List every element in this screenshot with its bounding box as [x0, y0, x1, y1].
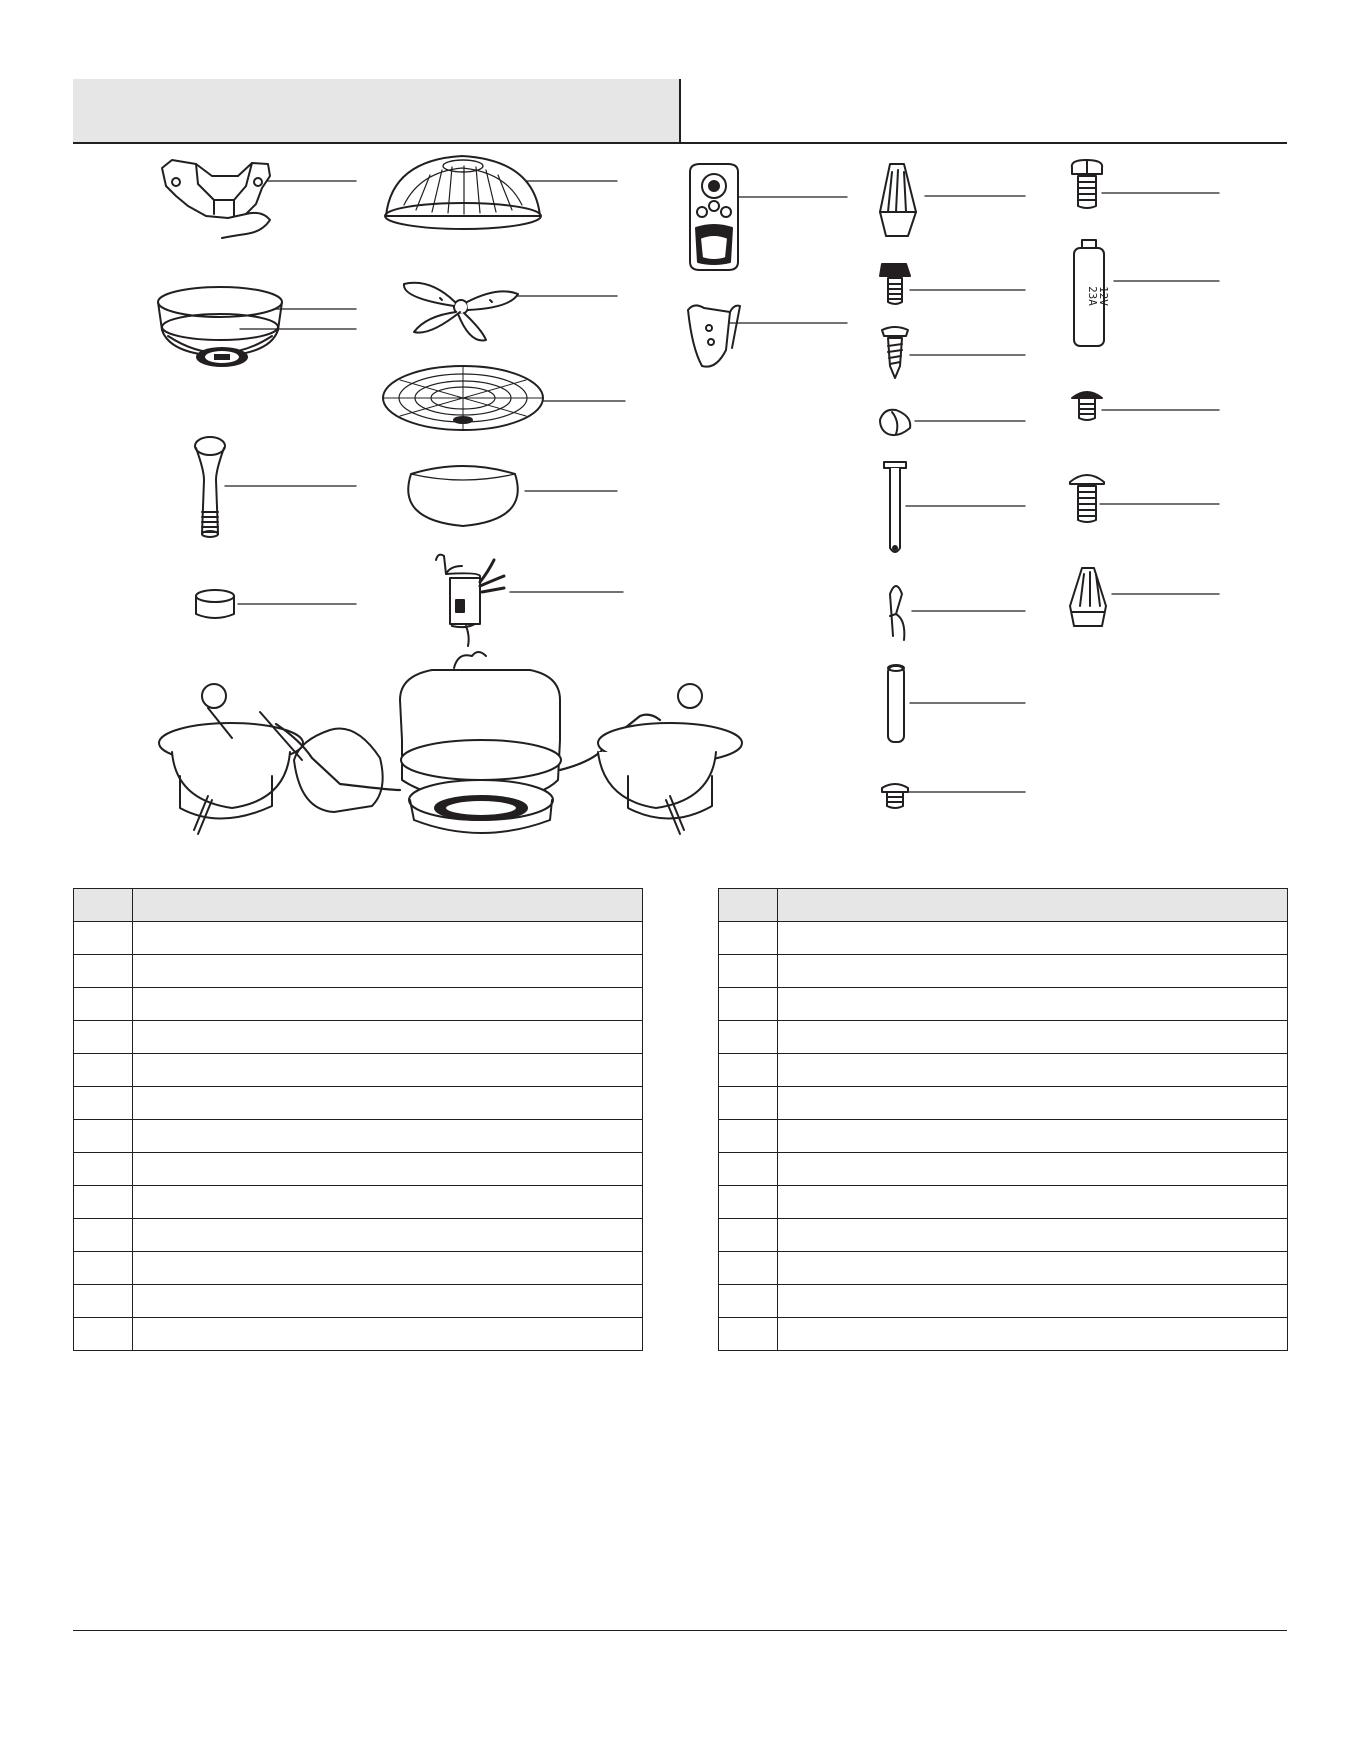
table-row [74, 1120, 643, 1153]
table-row [74, 1054, 643, 1087]
table-row [74, 1318, 643, 1351]
light-kit-illustration [436, 555, 504, 646]
table-row [74, 1186, 643, 1219]
table-row [74, 1087, 643, 1120]
table-row [719, 1219, 1288, 1252]
table-row [719, 1285, 1288, 1318]
table-row [719, 1153, 1288, 1186]
table-row [74, 1252, 643, 1285]
battery-voltage: 12V [1097, 286, 1110, 306]
lower-grille-illustration [383, 366, 543, 430]
table-header-cell [74, 889, 133, 922]
mounting-bracket-illustration [162, 160, 270, 238]
table-header-row [719, 889, 1288, 922]
rod-illustration [888, 665, 904, 742]
table-row [719, 1087, 1288, 1120]
machine-screw-illustration [1070, 475, 1104, 522]
battery-label: 23A [1086, 286, 1099, 306]
leader-lines [225, 181, 1219, 792]
hairpin-clip-illustration [890, 586, 904, 640]
table-row [74, 1285, 643, 1318]
upper-grille-illustration [385, 156, 541, 229]
coupling-cover-illustration [196, 590, 234, 618]
table-row [719, 1252, 1288, 1285]
table-row [719, 1054, 1288, 1087]
table-row [74, 1021, 643, 1054]
table-row [74, 1219, 643, 1252]
table-row [74, 988, 643, 1021]
wire-connector-illustration [880, 164, 916, 236]
table-header-cell [719, 889, 778, 922]
downrod-illustration [195, 437, 225, 537]
table-row [74, 955, 643, 988]
short-screw-illustration [1072, 392, 1102, 420]
table-row [719, 988, 1288, 1021]
remote-control-illustration [690, 164, 738, 270]
table-row [719, 1186, 1288, 1219]
fan-blade-illustration [404, 283, 518, 341]
small-screw-illustration [882, 784, 908, 808]
table-row [719, 922, 1288, 955]
table-row [74, 922, 643, 955]
table-row [719, 1318, 1288, 1351]
parts-table-left [73, 888, 643, 1351]
glass-shade-illustration [408, 466, 517, 526]
parts-table-right [718, 888, 1288, 1351]
wire-nut-illustration [1070, 568, 1106, 626]
battery-illustration [1074, 240, 1110, 346]
table-header-cell [133, 889, 643, 922]
table-header-row [74, 889, 643, 922]
cap-illustration [880, 410, 910, 435]
thumb-screw-illustration [880, 264, 910, 304]
motor-assembly-illustration [159, 652, 742, 834]
table-header-cell [778, 889, 1288, 922]
wood-screw-illustration [882, 327, 908, 378]
table-row [719, 1120, 1288, 1153]
wall-holder-illustration [688, 305, 740, 366]
pin-illustration [884, 462, 906, 552]
screw-illustration [1072, 160, 1102, 208]
table-row [74, 1153, 643, 1186]
table-row [719, 955, 1288, 988]
footer-rule [73, 1630, 1287, 1631]
canopy-illustration [158, 287, 282, 367]
table-row [719, 1021, 1288, 1054]
